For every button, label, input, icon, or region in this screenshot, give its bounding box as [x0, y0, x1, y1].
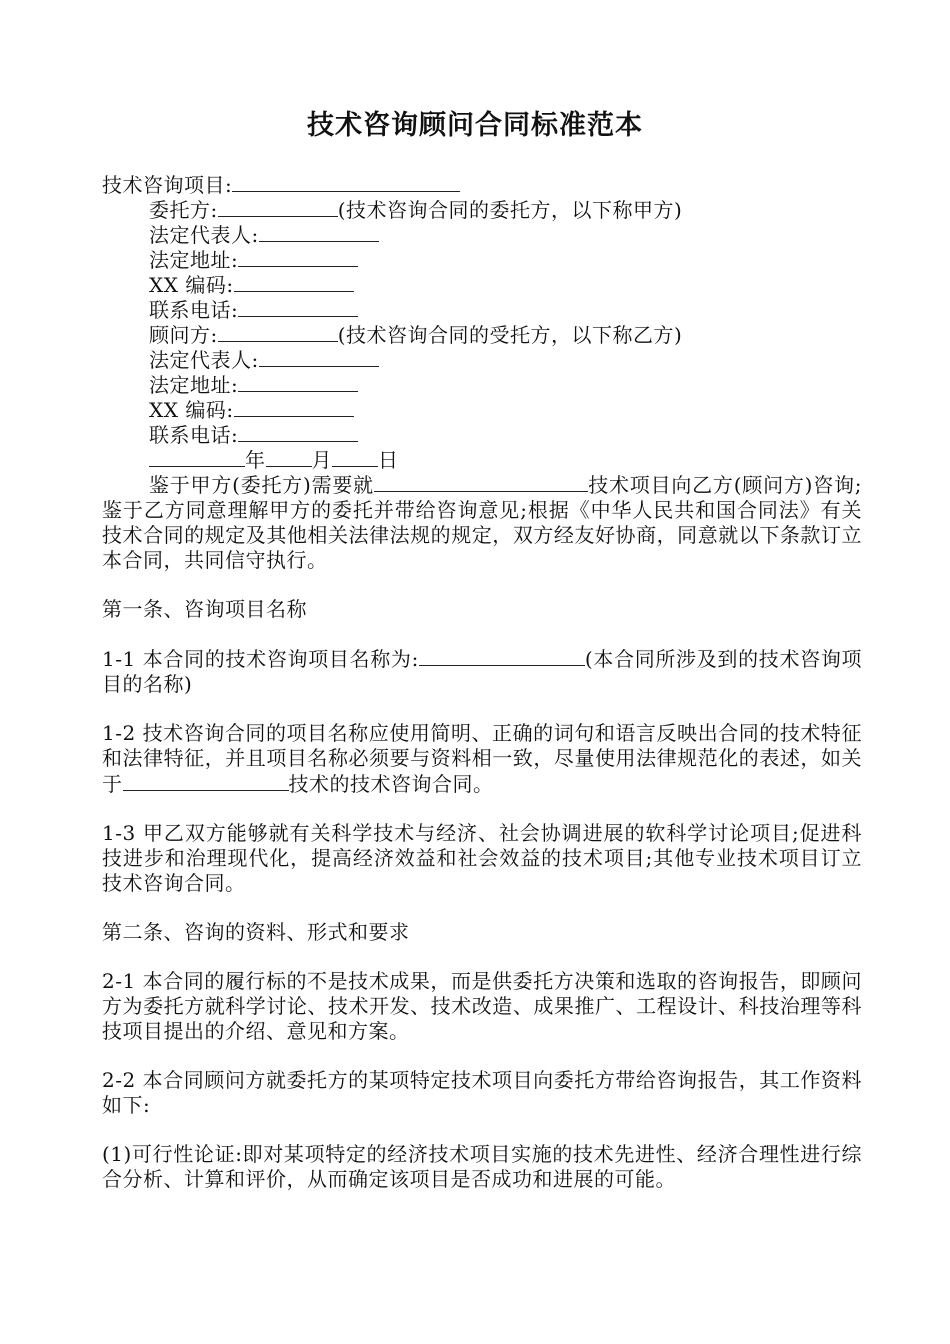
client-note: (技术咨询合同的委托方，以下称甲方)	[337, 198, 683, 222]
blank-line	[238, 372, 358, 392]
consultant-rep-field	[102, 347, 862, 372]
blank-line	[238, 422, 358, 442]
document-title: 技术咨询顾问合同标准范本	[307, 110, 643, 141]
preamble-paragraph	[102, 472, 862, 573]
clause-1-1	[102, 646, 862, 697]
clause-1-2	[102, 721, 862, 797]
client-rep-field	[102, 222, 862, 247]
blank-line	[259, 222, 379, 242]
preamble-text-1: 鉴于甲方(委托方)需要就	[149, 473, 374, 497]
client-field	[102, 197, 862, 222]
blank-line	[232, 172, 460, 192]
client-label: 委托方:	[149, 198, 218, 222]
preamble-text-2: 技术项目向乙方(顾问方)咨询;鉴于乙方同意理解甲方的委托并带给咨询意见;根据《中华人民共和国合同法》有关技术合同的规定及其他相关法律法规的规定，双方经友好协商，同意就以下条款订立本合同，共同信守执行。	[102, 473, 863, 572]
document-body	[102, 172, 862, 1192]
item-1: (1)可行性论证:即对某项特定的经济技术项目实施的技术先进性、经济合理性进行综合分析、计算和评价，从而确定该项目是否成功和进展的可能。	[102, 1142, 862, 1191]
blank-line	[259, 347, 379, 367]
blank-line	[234, 397, 354, 417]
consultant-code-field	[102, 397, 862, 422]
client-code-label: XX 编码:	[149, 273, 234, 297]
consultant-code-label: XX 编码:	[149, 398, 234, 422]
blank-line	[238, 247, 358, 267]
blank-line	[238, 297, 358, 317]
consultant-rep-label: 法定代表人:	[149, 348, 259, 372]
consultant-address-label: 法定地址:	[149, 373, 239, 397]
article-2-heading: 第二条、咨询的资料、形式和要求	[102, 920, 410, 944]
project-field	[102, 172, 862, 197]
client-phone-field	[102, 297, 862, 322]
date-day: 日	[378, 448, 399, 472]
client-phone-label: 联系电话:	[149, 298, 239, 322]
date-month: 月	[311, 448, 332, 472]
clause-1-1-text-2: (本合同所涉及到的技术咨询项目的名称)	[102, 647, 862, 696]
blank-line	[123, 771, 289, 791]
clause-1-3: 1-3 甲乙双方能够就有关科学技术与经济、社会协调进展的软科学讨论项目;促进科技进步和治理现代化，提高经济效益和社会效益的技术项目;其他专业技术项目订立技术咨询合同。	[102, 821, 862, 895]
date-field	[102, 447, 862, 472]
clause-2-1: 2-1 本合同的履行标的不是技术成果，而是供委托方决策和选取的咨询报告，即顾问方为委托方就科学讨论、技术开发、技术改造、成果推广、工程设计、科技治理等科技项目提出的介绍、意见和方案。	[102, 969, 862, 1043]
blank-line	[149, 447, 245, 467]
client-address-label: 法定地址:	[149, 248, 239, 272]
client-code-field	[102, 272, 862, 297]
blank-line	[218, 197, 338, 217]
clause-1-1-text-1: 1-1 本合同的技术咨询项目名称为:	[102, 647, 419, 671]
client-rep-label: 法定代表人:	[149, 223, 259, 247]
consultant-phone-field	[102, 422, 862, 447]
blank-line	[266, 447, 312, 467]
clause-1-2-text-1: 1-2 技术咨询合同的项目名称应使用简明、正确的词句和语言反映出合同的技术特征和法律特征，并且项目名称必须要与资料相一致，尽量使用法律规范化的表述，如关于	[102, 721, 862, 796]
blank-line	[419, 646, 585, 666]
blank-line	[332, 447, 378, 467]
consultant-address-field	[102, 372, 862, 397]
date-year: 年	[245, 448, 266, 472]
consultant-label: 顾问方:	[149, 323, 218, 347]
project-label: 技术咨询项目:	[102, 173, 233, 197]
blank-line	[234, 272, 354, 292]
consultant-field	[102, 322, 862, 347]
client-address-field	[102, 247, 862, 272]
clause-2-2: 2-2 本合同顾问方就委托方的某项特定技术项目向委托方带给咨询报告，其工作资料如下:	[102, 1068, 862, 1117]
blank-line	[218, 322, 338, 342]
consultant-phone-label: 联系电话:	[149, 423, 239, 447]
blank-line	[374, 472, 588, 492]
article-1-heading: 第一条、咨询项目名称	[102, 597, 307, 621]
clause-1-2-text-2: 技术的技术咨询合同。	[288, 772, 494, 796]
consultant-note: (技术咨询合同的受托方，以下称乙方)	[337, 323, 683, 347]
